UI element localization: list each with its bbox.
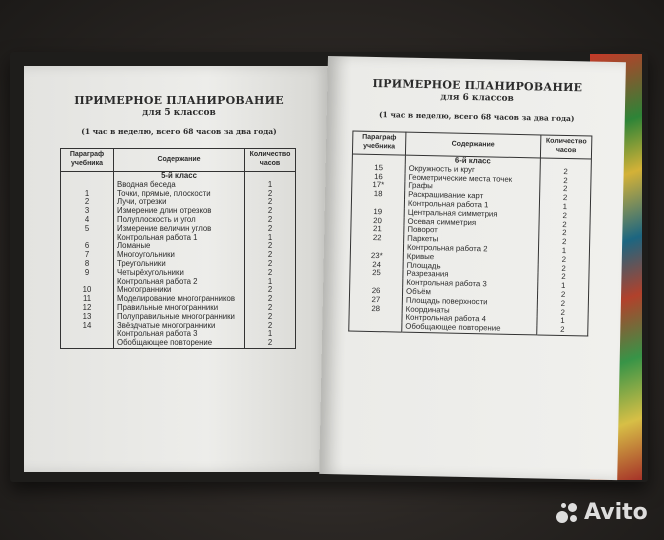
section-title: 5-й класс: [114, 172, 245, 181]
row-content: Паркеты: [404, 235, 539, 247]
row-hours: 2: [267, 320, 273, 330]
row-hours: 2: [267, 311, 273, 321]
row-content: Точки, прямые, плоскости: [114, 190, 245, 199]
table-header-row: [61, 149, 296, 172]
row-hours: 2: [267, 214, 273, 224]
row-paragraph: 26: [349, 286, 402, 296]
row-paragraph: 17*: [352, 181, 405, 191]
right-plan-table: [348, 131, 592, 337]
row-content: Центральная симметрия: [404, 208, 539, 220]
row-content: Поворот: [404, 226, 539, 238]
row-content: Измерение величин углов: [114, 225, 245, 234]
row-paragraph: 16: [352, 172, 405, 182]
row-hours: 2: [561, 263, 566, 273]
table-row: [61, 190, 296, 199]
row-content: Кривые: [403, 252, 538, 264]
left-page-content: [54, 94, 304, 349]
row-content: Треугольники: [114, 260, 245, 269]
row-hours: 2: [267, 338, 273, 348]
row-paragraph: 22: [351, 234, 404, 244]
avito-watermark: [556, 500, 648, 525]
row-hours: 2: [560, 307, 565, 317]
row-content: Лучи, отрезки: [114, 198, 245, 207]
header-hours: Количество часов: [540, 135, 591, 159]
row-content: Контрольная работа 1: [404, 200, 539, 212]
avito-logo-icon: [556, 501, 580, 525]
row-content: Полуплоскость и угол: [114, 216, 245, 225]
table-row: [61, 242, 296, 251]
row-hours: 2: [562, 193, 568, 203]
section-row: [61, 172, 296, 181]
row-hours: 2: [267, 188, 273, 198]
row-hours: 2: [560, 289, 566, 299]
row-hours: 1: [267, 232, 273, 242]
row-hours: 1: [561, 245, 567, 255]
row-hours: 2: [561, 272, 566, 282]
row-hours: 2: [267, 223, 273, 233]
row-content: Полуправильные многогранники: [114, 313, 245, 322]
row-content: Контрольная работа 3: [114, 330, 245, 339]
row-hours: 1: [560, 316, 565, 326]
row-content: Ломаные: [114, 242, 245, 251]
row-hours: 2: [267, 197, 273, 207]
row-content: Вводная беседа: [114, 181, 245, 190]
row-paragraph: 20: [351, 216, 404, 226]
row-paragraph: 25: [350, 269, 403, 279]
row-paragraph: 11: [61, 295, 114, 304]
row-content: Площадь: [403, 261, 538, 273]
row-hours: 2: [267, 267, 273, 277]
table-row: [61, 278, 296, 287]
left-page-note: (1 час в неделю, всего 68 часов за два года): [81, 127, 277, 136]
row-paragraph: 24: [350, 260, 403, 270]
left-page-subtitle: для 5 классов: [142, 108, 216, 118]
row-paragraph: 4: [61, 216, 114, 225]
row-paragraph: 15: [352, 163, 405, 173]
row-hours: 2: [562, 210, 567, 220]
table-row: [61, 234, 296, 243]
row-content: Звёздчатые многогранники: [114, 322, 245, 331]
row-paragraph: 5: [61, 225, 114, 234]
row-hours: 2: [562, 219, 567, 229]
right-page-note: (1 час в неделю, всего 68 часов за два года): [378, 110, 575, 124]
row-hours: 2: [563, 166, 568, 176]
row-paragraph: 10: [61, 286, 114, 295]
row-hours: 1: [267, 329, 273, 339]
left-page-title: ПРИМЕРНОЕ ПЛАНИРОВАНИЕ: [74, 94, 284, 107]
row-paragraph: 7: [61, 251, 114, 260]
row-hours: 1: [267, 179, 273, 189]
row-content: Разрезания: [403, 270, 538, 282]
left-page: [24, 66, 330, 472]
row-hours: 2: [561, 237, 567, 247]
row-content: Графы: [405, 182, 540, 194]
row-hours: 2: [560, 298, 566, 308]
row-paragraph: 12: [61, 304, 114, 313]
row-hours: 2: [563, 175, 568, 185]
row-content: Раскрашивание карт: [405, 191, 540, 203]
left-plan-table: [60, 148, 296, 349]
row-paragraph: 14: [61, 322, 114, 331]
row-content: Многогранники: [114, 286, 245, 295]
row-paragraph: 27: [349, 295, 402, 305]
row-hours: 2: [560, 325, 565, 335]
table-row: [61, 339, 296, 348]
row-content: Контрольная работа 3: [403, 279, 538, 291]
header-content: Содержание: [405, 132, 540, 158]
row-hours: 2: [562, 228, 567, 238]
row-paragraph: 1: [61, 190, 114, 199]
row-paragraph: [349, 322, 402, 332]
row-content: Обобщающее повторение: [114, 339, 245, 348]
row-hours: 2: [267, 250, 273, 260]
row-content: Моделирование многогранников: [114, 295, 245, 304]
row-paragraph: [61, 339, 114, 348]
row-hours: 2: [561, 254, 567, 264]
row-hours: 2: [267, 206, 273, 216]
header-hours: Количество часов: [245, 149, 296, 172]
row-hours: 2: [267, 302, 273, 312]
row-content: Четырёхугольники: [114, 269, 245, 278]
row-paragraph: 8: [61, 260, 114, 269]
row-content: Объём: [402, 288, 537, 300]
header-paragraph: Параграф учебника: [61, 149, 114, 172]
row-paragraph: 19: [351, 207, 404, 217]
row-hours: 2: [267, 285, 273, 295]
row-paragraph: 2: [61, 198, 114, 207]
row-hours: 1: [267, 276, 273, 286]
row-content: Геометрические места точек: [405, 173, 540, 185]
row-hours: 2: [267, 241, 273, 251]
section-title: 6-й класс: [405, 155, 540, 167]
right-page-content: [344, 76, 605, 336]
row-content: Контрольная работа 1: [114, 234, 245, 243]
row-paragraph: 21: [351, 225, 404, 235]
row-hours: 2: [267, 294, 273, 304]
row-content: Измерение длин отрезков: [114, 207, 245, 216]
row-content: Координаты: [402, 305, 537, 317]
row-paragraph: 23*: [350, 251, 403, 261]
row-content: Контрольная работа 4: [402, 314, 537, 326]
row-content: Правильные многогранники: [114, 304, 245, 313]
row-paragraph: 28: [349, 304, 402, 314]
row-content: Контрольная работа 2: [114, 278, 245, 287]
row-paragraph: 3: [61, 207, 114, 216]
row-paragraph: 13: [61, 313, 114, 322]
row-paragraph: 6: [61, 242, 114, 251]
row-content: Контрольная работа 2: [403, 244, 538, 256]
header-paragraph: Параграф учебника: [352, 131, 405, 155]
row-content: Обобщающее повторение: [402, 323, 537, 335]
row-paragraph: [61, 330, 114, 339]
right-page-subtitle: для 6 классов: [440, 92, 514, 104]
table-row: [61, 251, 296, 260]
header-content: Содержание: [114, 149, 245, 172]
row-content: Многоугольники: [114, 251, 245, 260]
row-paragraph: 18: [352, 190, 405, 200]
watermark-text: Avito: [584, 500, 648, 525]
right-page: [319, 56, 626, 480]
row-paragraph: 9: [61, 269, 114, 278]
row-content: Площадь поверхности: [402, 296, 537, 308]
row-hours: 2: [563, 184, 568, 194]
row-hours: 1: [560, 281, 566, 291]
row-content: Осевая симметрия: [404, 217, 539, 229]
row-hours: 1: [562, 201, 568, 212]
row-hours: 2: [267, 258, 273, 268]
right-page-title: ПРИМЕРНОЕ ПЛАНИРОВАНИЕ: [372, 76, 583, 95]
row-content: Окружность и круг: [405, 164, 540, 176]
